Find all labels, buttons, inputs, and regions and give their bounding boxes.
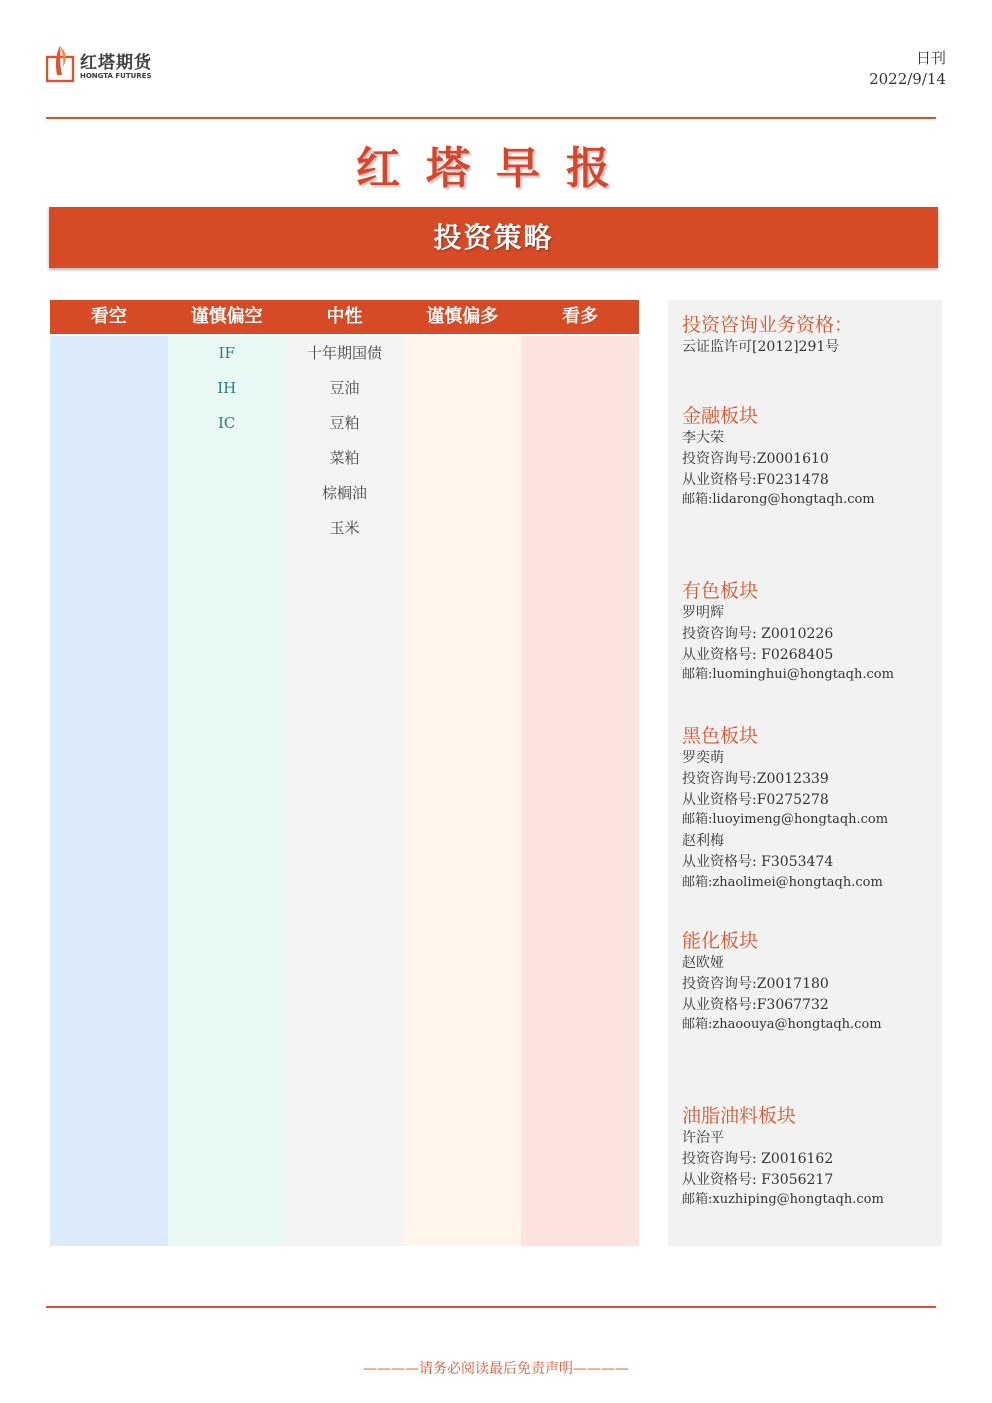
email-link[interactable]: 邮箱:lidarong@hongtaqh.com	[682, 492, 875, 508]
column-header: 看多	[562, 306, 599, 327]
footer-divider	[46, 1306, 936, 1308]
contact-section-energy-chemical	[682, 929, 937, 1036]
license-number: 从业资格号: F3053474	[682, 853, 834, 870]
contact-section-ferrous	[682, 724, 937, 894]
qualification-title: 投资咨询业务资格：	[682, 314, 854, 336]
section-title: 有色板块	[682, 580, 759, 602]
instrument-item: 玉米	[329, 519, 360, 537]
section-title: 油脂油料板块	[682, 1105, 797, 1127]
consult-number: 投资咨询号:Z0017180	[682, 975, 829, 992]
col-cautious-bearish	[168, 336, 286, 1246]
col-cautious-bullish	[403, 336, 521, 1246]
analyst-name: 许治平	[682, 1130, 724, 1146]
analyst-name: 李大荣	[682, 430, 724, 446]
tower-logo-icon	[46, 44, 76, 84]
license-number: 从业资格号:F3067732	[682, 996, 829, 1013]
consult-number: 投资咨询号:Z0012339	[682, 770, 829, 787]
email-link[interactable]: 邮箱:luoyimeng@hongtaqh.com	[682, 812, 889, 828]
email-link[interactable]: 邮箱:zhaoouya@hongtaqh.com	[682, 1017, 882, 1033]
contact-section-nonferrous	[682, 579, 937, 686]
header-divider	[46, 117, 936, 119]
strategy-table-header	[50, 300, 639, 334]
instrument-item: IC	[217, 414, 236, 432]
instrument-item: 豆油	[329, 379, 360, 397]
analyst-name: 罗明辉	[682, 605, 724, 621]
email-link[interactable]: 邮箱:luominghui@hongtaqh.com	[682, 667, 894, 683]
header-meta	[869, 48, 946, 90]
instrument-item: 豆粕	[329, 414, 360, 432]
disclaimer-notice[interactable]: ————请务必阅读最后免责声明————	[363, 1361, 629, 1377]
report-title: 红塔早报	[356, 143, 636, 194]
publication-type: 日刊	[915, 49, 946, 67]
col-bearish	[50, 336, 168, 1246]
analyst-name: 赵利梅	[682, 833, 724, 850]
instrument-item: 十年期国债	[306, 344, 382, 362]
analyst-name: 赵欧娅	[682, 955, 724, 971]
instrument-item: 菜粕	[329, 449, 360, 467]
qualification-section	[682, 313, 937, 358]
report-date: 2022/9/14	[869, 70, 946, 88]
contact-section-finance	[682, 404, 937, 511]
column-header: 看空	[90, 306, 127, 327]
instrument-item: IF	[218, 344, 235, 362]
column-header: 中性	[326, 306, 363, 327]
company-logo	[46, 44, 176, 84]
license-number: 从业资格号:F0275278	[682, 791, 829, 808]
instrument-item: IH	[217, 379, 237, 397]
column-header: 谨慎偏多	[426, 306, 499, 327]
license-number: 从业资格号:F0231478	[682, 471, 829, 488]
col-neutral	[286, 336, 404, 1246]
section-banner-label: 投资策略	[433, 221, 554, 254]
analyst-name: 罗奕萌	[682, 750, 724, 766]
qualification-license: 云证监许可[2012]291号	[682, 339, 840, 355]
section-title: 能化板块	[682, 930, 759, 952]
logo-chinese-text: 红塔期货	[80, 53, 152, 73]
license-number: 从业资格号: F0268405	[682, 646, 834, 663]
section-title: 黑色板块	[682, 725, 759, 747]
strategy-table	[50, 300, 639, 1246]
contact-section-oilseeds	[682, 1104, 937, 1211]
logo-english-text: HONGTA FUTURES	[80, 72, 152, 80]
consult-number: 投资咨询号:Z0001610	[682, 450, 829, 467]
consult-number: 投资咨询号: Z0016162	[682, 1150, 834, 1167]
contact-panel	[668, 300, 942, 1246]
email-link[interactable]: 邮箱:xuzhiping@hongtaqh.com	[682, 1192, 884, 1208]
col-bullish	[521, 336, 639, 1246]
column-header: 谨慎偏空	[190, 306, 263, 327]
consult-number: 投资咨询号: Z0010226	[682, 625, 834, 642]
section-banner	[49, 207, 938, 268]
instrument-item: 棕榈油	[321, 484, 367, 502]
email-link[interactable]: 邮箱:zhaolimei@hongtaqh.com	[682, 874, 883, 890]
license-number: 从业资格号: F3056217	[682, 1171, 834, 1188]
section-title: 金融板块	[682, 405, 759, 427]
